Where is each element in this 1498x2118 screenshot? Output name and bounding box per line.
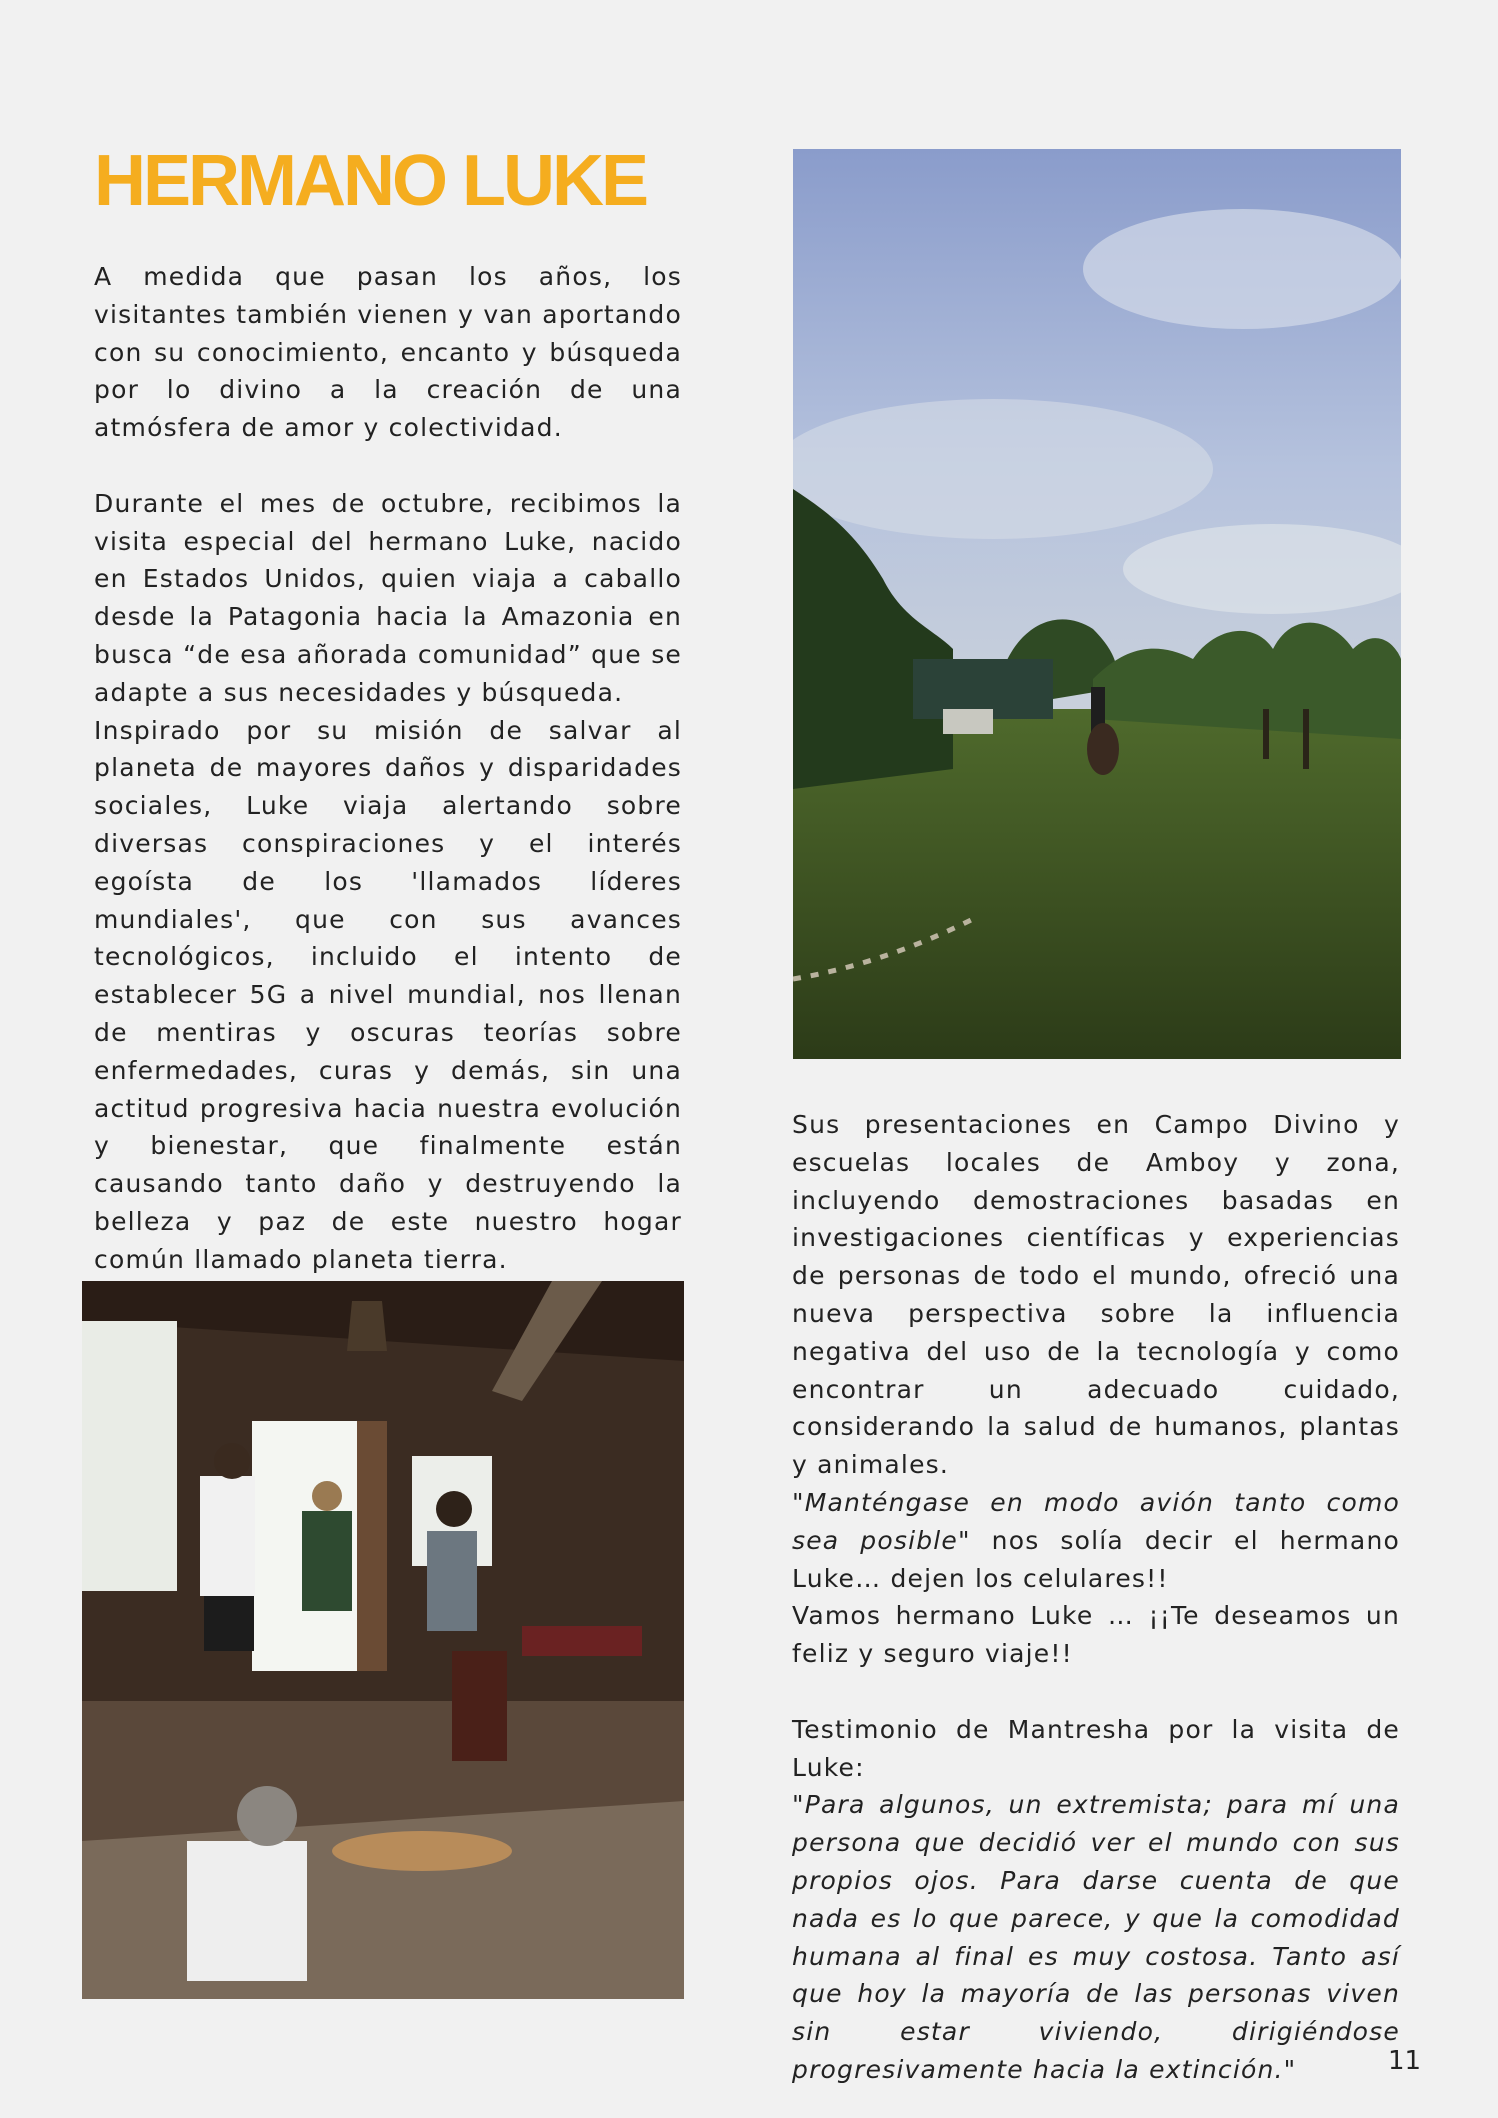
paragraph-airplane-mode-quote: "Manténgase en modo avión tanto como sea posible" nos solía decir el hermano Luke… dejen los celulares!! (792, 1487, 1400, 1593)
paragraph-farewell: Vamos hermano Luke … ¡¡Te deseamos un feliz y seguro viaje!! (792, 1601, 1400, 1669)
quote-italic-text: Manténgase en modo avión tanto como sea posible (792, 1487, 1400, 1555)
paragraph-visitors: A medida que pasan los años, los visitantes también vienen y van aportando con su conocimiento, encanto y búsqueda por lo divino a la creación de una atmósfera de amor y colectividad. (94, 262, 682, 443)
paragraph-mission: Inspirado por su misión de salvar al planeta de mayores daños y disparidades sociales, Luke viaja alertando sobre diversas conspiraciones y el interés egoísta de los 'llamados líderes mundiales', que con sus avances tecnológicos, incluido el intento de establecer 5G a nivel mundial, nos llenan de mentiras y oscuras teorías sobre enfermedades, curas y demás, sin una actitud progresiva hacia nuestra evolución y bienestar, que finalmente están causando tanto daño y destruyendo la belleza y paz de este nuestro hogar común llamado planeta tierra. (94, 715, 682, 1274)
page-title: HERMANO LUKE (94, 141, 646, 221)
paragraph-testimony-quote: "Para algunos, un extremista; para mí una persona que decidió ver el mundo con sus propios ojos. Para darse cuenta de que nada es lo que parece, y que la comodidad humana al final es muy costosa. Tanto así que hoy la mayoría de las personas viven sin estar viviendo, dirigiéndose progresivamente hacia la extinción." (792, 1790, 1400, 2084)
paragraph-presentations: Sus presentaciones en Campo Divino y escuelas locales de Amboy y zona, incluyendo demostraciones basadas en investigaciones científicas y experiencias de personas de todo el mundo, ofreció una nueva perspectiva sobre la influencia negativa del uso de la tecnología y como encontrar un adecuado cuidado, considerando la salud de humanos, plantas y animales. (792, 1110, 1400, 1480)
paragraph-testimony-intro: Testimonio de Mantresha por la visita de Luke: (792, 1714, 1400, 1782)
left-column-text (94, 258, 682, 1279)
photo-interior-gathering (82, 1281, 684, 1999)
photo-horse-rider-landscape (793, 149, 1401, 1059)
paragraph-october-visit: Durante el mes de octubre, recibimos la visita especial del hermano Luke, nacido en Estados Unidos, quien viaja a caballo desde la Patagonia hacia la Amazonia en busca “de esa añorada comunidad” que se adapte a sus necesidades y búsqueda. (94, 488, 682, 707)
page-number: 11 (1388, 2046, 1422, 2076)
right-column-text (792, 1106, 1400, 2089)
